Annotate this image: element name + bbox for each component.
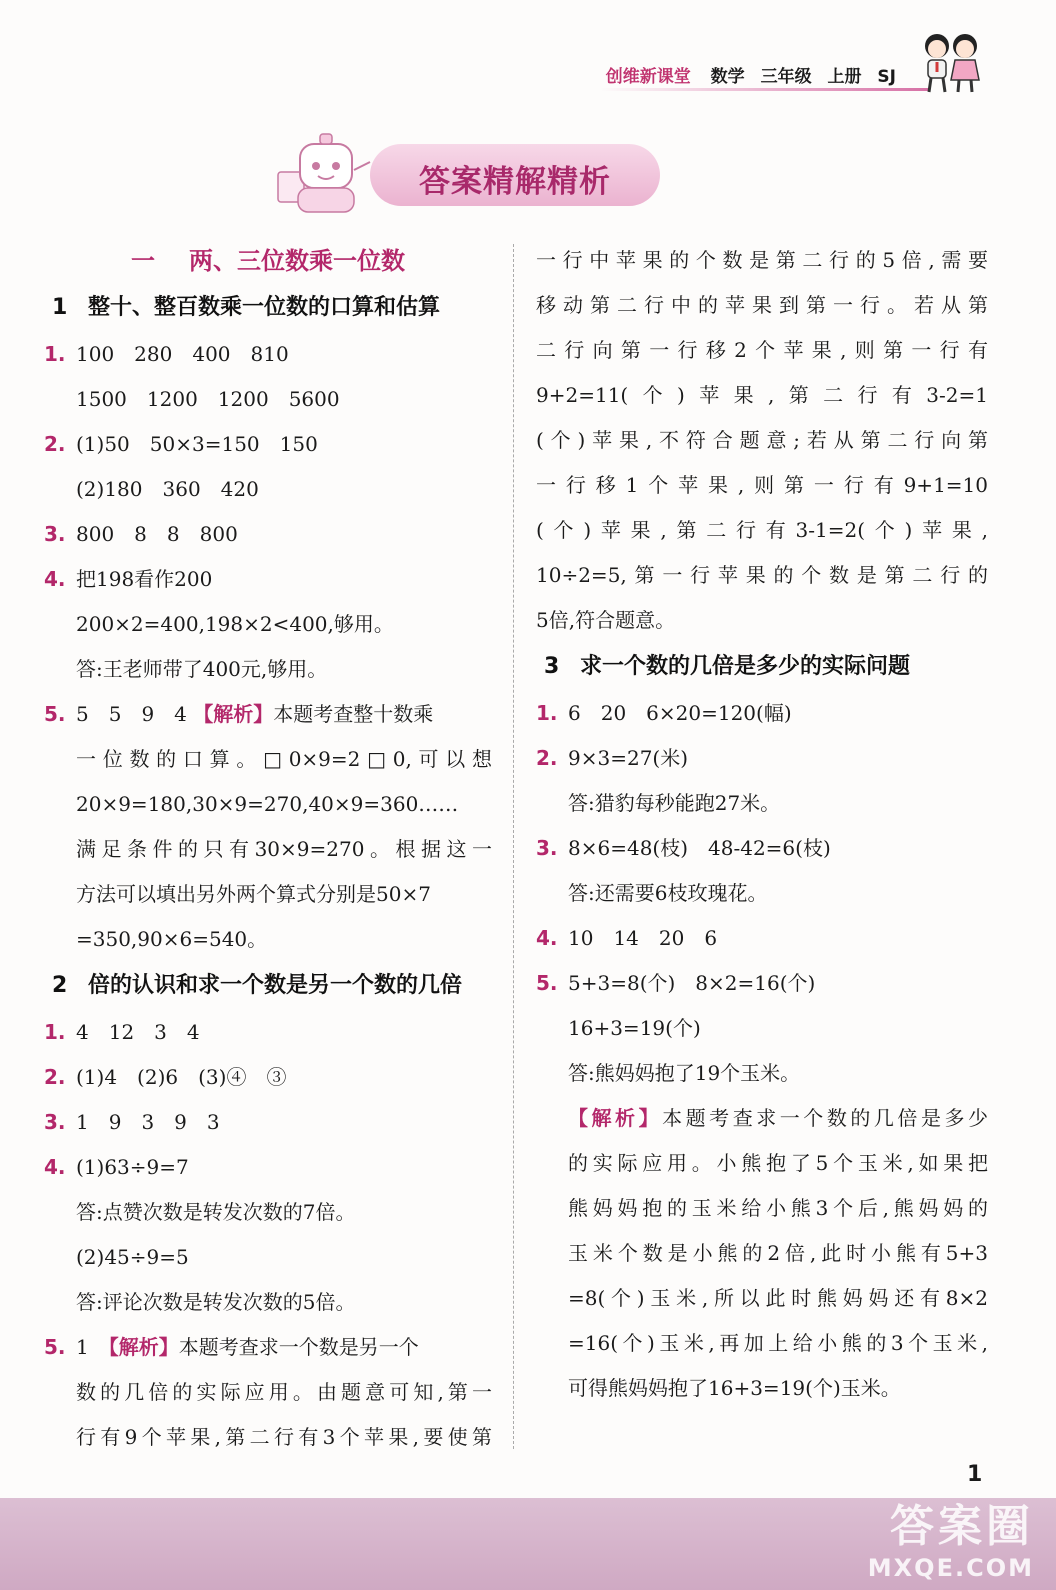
answer-text: 1500 1200 1200 5600 (76, 387, 340, 411)
answer-text: 8×6=48(枝) 48-42=6(枝) (568, 836, 831, 860)
answer-line (44, 1325, 492, 1370)
answer-text: 答:点赞次数是转发次数的7倍。 (76, 1200, 356, 1224)
analysis-line (44, 1370, 492, 1415)
analysis-text: 满足条件的只有30×9=270。根据这一 (76, 837, 492, 861)
left-column (44, 238, 492, 1460)
analysis-text: =16(个)玉米,再加上给小熊的3个玉米, (568, 1331, 988, 1355)
analysis-text: =8(个)玉米,所以此时熊妈妈还有8×2 (568, 1286, 988, 1310)
answer-line (44, 602, 492, 647)
answer-text: 1 9 3 9 3 (76, 1110, 220, 1134)
answer-line (44, 1055, 492, 1100)
answer-line (536, 1051, 988, 1096)
answer-text: (2)45÷9=5 (76, 1245, 189, 1269)
answer-text: 200×2=400,198×2<400,够用。 (76, 612, 394, 636)
unit-title (44, 238, 492, 284)
answer-text: 4 12 3 4 (76, 1020, 200, 1044)
answer-line (44, 647, 492, 692)
question-number: 5. (44, 1335, 66, 1359)
answer-line (44, 1280, 492, 1325)
answer-text: 10 14 20 6 (568, 926, 718, 950)
question-number: 2. (44, 1065, 66, 1089)
question-number: 4. (44, 567, 66, 591)
section-name: 倍的认识和求一个数是另一个数的几倍 (88, 973, 463, 998)
answer-text: 答:还需要6枝玫瑰花。 (568, 881, 768, 905)
answer-text: 800 8 8 800 (76, 522, 238, 546)
section-name: 整十、整百数乘一位数的口算和估算 (88, 295, 441, 320)
answer-line (44, 1190, 492, 1235)
answer-line (536, 781, 988, 826)
footer-band (0, 1498, 1056, 1590)
answer-line (44, 1145, 492, 1190)
answer-line (44, 467, 492, 512)
question-number: 2. (536, 746, 558, 770)
analysis-text: 移动第二行中的苹果到第一行。若从第 (536, 293, 988, 317)
analysis-tag: 【解析】 (108, 1335, 179, 1359)
answer-line (536, 916, 988, 961)
grade: 三年级 (760, 67, 812, 87)
title-block (270, 130, 670, 220)
analysis-text: 一行中苹果的个数是第二行的5倍,需要 (536, 248, 988, 272)
answer-text: 答:熊妈妈抱了19个玉米。 (568, 1061, 801, 1085)
analysis-text: 5倍,符合题意。 (536, 608, 676, 632)
answer-line (536, 691, 988, 736)
answer-text: 100 280 400 810 (76, 342, 289, 366)
analysis-line (44, 827, 492, 872)
answer-line (44, 1010, 492, 1055)
answer-text: (1)50 50×3=150 150 (76, 432, 318, 456)
analysis-line (536, 1321, 988, 1366)
unit-name: 两、三位数乘一位数 (189, 247, 405, 275)
unit-number: 一 (131, 247, 155, 275)
analysis-text: (个)苹果,不符合题意;若从第二行向第 (536, 428, 988, 452)
answer-text: 5 5 9 4 (76, 702, 187, 726)
answer-line (44, 692, 492, 737)
analysis-text: 方法可以填出另外两个算式分别是50×7 (76, 882, 431, 906)
analysis-tag: 【解析】 (193, 702, 274, 726)
section-title (44, 962, 492, 1010)
question-number: 5. (536, 971, 558, 995)
answer-line (44, 1100, 492, 1145)
analysis-text: 的实际应用。小熊抱了5个玉米,如果把 (568, 1151, 988, 1175)
analysis-line (536, 553, 988, 598)
section-number: 1 (52, 295, 68, 320)
analysis-line (536, 1366, 988, 1411)
analysis-line (44, 1415, 492, 1460)
right-column (536, 238, 988, 1411)
analysis-text: 数的几倍的实际应用。由题意可知,第一 (76, 1380, 492, 1404)
analysis-text: 本题考查整十数乘 (273, 702, 434, 726)
question-number: 1. (44, 1020, 66, 1044)
answer-line (44, 512, 492, 557)
answer-text: 16+3=19(个) (568, 1016, 701, 1040)
answer-text: (1)63÷9=7 (76, 1155, 189, 1179)
answer-text: 答:王老师带了400元,够用。 (76, 657, 328, 681)
answer-text: 答:评论次数是转发次数的5倍。 (76, 1290, 356, 1314)
analysis-text: 本题考查求一个数的几倍是多少 (662, 1106, 989, 1130)
analysis-text: 本题考查求一个数是另一个 (178, 1335, 419, 1359)
question-number: 1. (44, 342, 66, 366)
watermark-logo: 答案圈 (890, 1501, 1034, 1552)
page-title: 答案精解精析 (419, 164, 611, 200)
kids-mascot-icon (915, 28, 987, 94)
question-number: 3. (536, 836, 558, 860)
analysis-line (536, 283, 988, 328)
analysis-text: =350,90×6=540。 (76, 927, 268, 951)
answer-text: 6 20 6×20=120(幅) (568, 701, 792, 725)
column-divider (513, 244, 514, 1449)
analysis-tag: 【解析】 (568, 1106, 663, 1130)
page-number: 1 (967, 1462, 983, 1487)
analysis-line (536, 463, 988, 508)
answer-line (536, 871, 988, 916)
section-title (536, 643, 988, 691)
analysis-line (536, 1276, 988, 1321)
analysis-text: 行有9个苹果,第二行有3个苹果,要使第 (76, 1425, 492, 1449)
edition: SJ (877, 67, 896, 87)
answer-text: 把198看作200 (76, 567, 213, 591)
question-number: 5. (44, 702, 66, 726)
answer-line (536, 961, 988, 1006)
section-number: 2 (52, 973, 68, 998)
answer-line (536, 1006, 988, 1051)
answer-text: (1)4 (2)6 (3)④ ③ (76, 1065, 287, 1089)
series-brand: 创维新课堂 (605, 67, 691, 87)
robot-mascot-icon (270, 130, 380, 220)
question-number: 4. (44, 1155, 66, 1179)
running-header (606, 62, 906, 87)
analysis-line (536, 418, 988, 463)
analysis-line (536, 328, 988, 373)
analysis-line (44, 872, 492, 917)
header-rule (600, 88, 930, 91)
analysis-line (536, 373, 988, 418)
answer-line (44, 332, 492, 377)
analysis-line (44, 737, 492, 782)
analysis-text: 10÷2=5,第一行苹果的个数是第二行的 (536, 563, 988, 587)
analysis-line (536, 508, 988, 553)
analysis-text: 20×9=180,30×9=270,40×9=360…… (76, 792, 459, 816)
section-number: 3 (544, 654, 560, 679)
answer-line (44, 377, 492, 422)
analysis-text: 9+2=11(个)苹果,第二行有3-2=1 (536, 383, 988, 407)
answer-text: 1 (76, 1335, 89, 1359)
watermark (868, 1490, 1034, 1582)
question-number: 4. (536, 926, 558, 950)
answer-line (44, 422, 492, 467)
analysis-text: 一位数的口算。□0×9=2□0,可以想 (76, 747, 492, 771)
analysis-text: 二行向第一行移2个苹果,则第一行有 (536, 338, 988, 362)
question-number: 3. (44, 1110, 66, 1134)
analysis-line (44, 917, 492, 962)
analysis-line (536, 1096, 988, 1141)
answer-line (44, 1235, 492, 1280)
analysis-line (536, 1186, 988, 1231)
analysis-text: (个)苹果,第二行有3-1=2(个)苹果, (536, 518, 988, 542)
question-number: 2. (44, 432, 66, 456)
analysis-line (536, 1231, 988, 1276)
volume: 上册 (827, 67, 862, 87)
analysis-line (44, 782, 492, 827)
analysis-text: 可得熊妈妈抱了16+3=19(个)玉米。 (568, 1376, 901, 1400)
question-number: 1. (536, 701, 558, 725)
analysis-line (536, 238, 988, 283)
answer-text: (2)180 360 420 (76, 477, 259, 501)
watermark-domain: MXQE.COM (867, 1554, 1034, 1582)
analysis-line (536, 1141, 988, 1186)
analysis-line (536, 598, 988, 643)
section-title (44, 284, 492, 332)
answer-line (44, 557, 492, 602)
analysis-text: 熊妈妈抱的玉米给小熊3个后,熊妈妈的 (568, 1196, 988, 1220)
answer-text: 答:猎豹每秒能跑27米。 (568, 791, 781, 815)
section-name: 求一个数的几倍是多少的实际问题 (580, 654, 911, 679)
answer-line (536, 736, 988, 781)
subject: 数学 (710, 67, 745, 87)
answer-line (536, 826, 988, 871)
question-number: 3. (44, 522, 66, 546)
answer-text: 9×3=27(米) (568, 746, 689, 770)
answer-text: 5+3=8(个) 8×2=16(个) (568, 971, 816, 995)
analysis-text: 玉米个数是小熊的2倍,此时小熊有5+3 (568, 1241, 988, 1265)
analysis-text: 一行移1个苹果,则第一行有9+1=10 (536, 473, 988, 497)
